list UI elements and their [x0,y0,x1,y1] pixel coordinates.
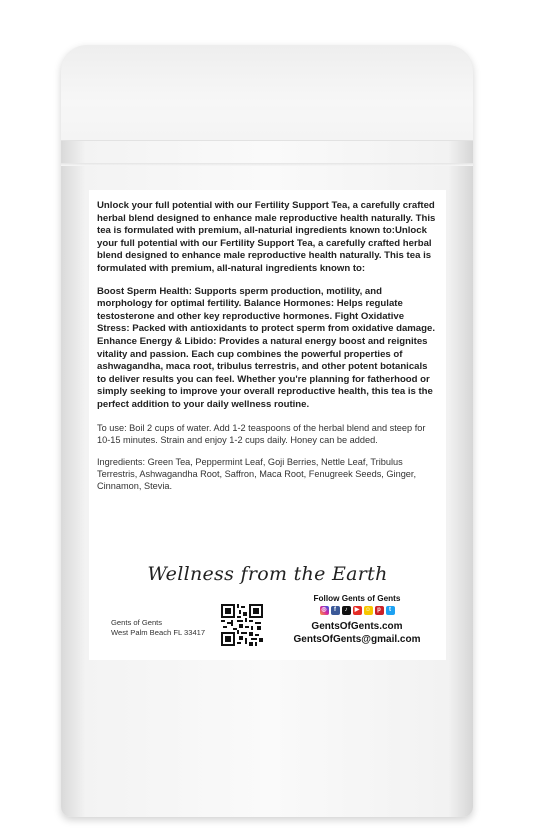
pinterest-icon: p [375,606,384,615]
facebook-icon: f [331,606,340,615]
qr-code-icon [221,604,263,646]
website-text: GentsOfGents.com [311,621,403,632]
snapchat-icon: ☺ [364,607,372,613]
ingredients-text: Ingredients: Green Tea, Peppermint Leaf, Goji Berries, Nettle Leaf, Tribulus Terrestris, Ashwagandha Root, Saffron, Maca Root, Fenugreek Seeds, Ginger, Cinnamon, Stevia. [97,456,417,492]
company-address: West Palm Beach FL 33417 [111,628,206,637]
follow-title: Follow Gents of Gents [313,594,401,603]
label-body [97,200,439,503]
twitter-icon: t [386,606,395,615]
intro-text: Unlock your full potential with our Fertility Support Tea, a carefully crafted herbal blend designed to enhance male reproductive health naturally. This tea is formulated with premium, all-naturial ingredients known to:Unlock your full potential with our Fertility Support Tea, a carefully crafted herbal blend designed to enhance male reproductive health naturally. This tea is formulated with premium, all-natural ingredients known to: [97,200,436,274]
zip-line [61,163,473,166]
youtube-icon: ▶ [353,606,362,615]
pouch-top-seal [61,45,473,141]
social-icons-row [287,606,427,615]
company-name: Gents of Gents [111,618,163,627]
email-text: GentsOfGents@gmail.com [293,634,421,645]
usage-text: To use: Boil 2 cups of water. Add 1-2 teaspoons of the herbal blend and steep for 10-15 minutes. Strain and enjoy 1-2 cups daily. Honey can be added. [97,422,426,445]
tiktok-icon: ♪ [342,606,351,615]
product-label [89,190,446,660]
benefits-text: Boost Sperm Health: Supports sperm production, motility, and morphology for optimal fertility. Balance Hormones: Helps regulate testosterone and other key reproductive hormones. Fight Oxidative Stress: Packed with antioxidants to protect sperm from oxidative damage. Enhance Energy & Libido: Provides a natural energy boost and reignites vitality and passion. Each cup combines the powerful properties of ashwagandha, maca root, tribulus terrestris, and other potent botanicals to deliver results you can feel. Whether you're planning for fatherhood or simply seeking to improve your overall reproductive health, this tea is the perfect addition to your daily wellness routine. [97,285,436,410]
address-block [111,618,205,638]
social-follow-block [287,594,427,645]
instagram-icon: ◎ [321,607,327,613]
tagline: Wellness from the Earth [147,563,388,585]
